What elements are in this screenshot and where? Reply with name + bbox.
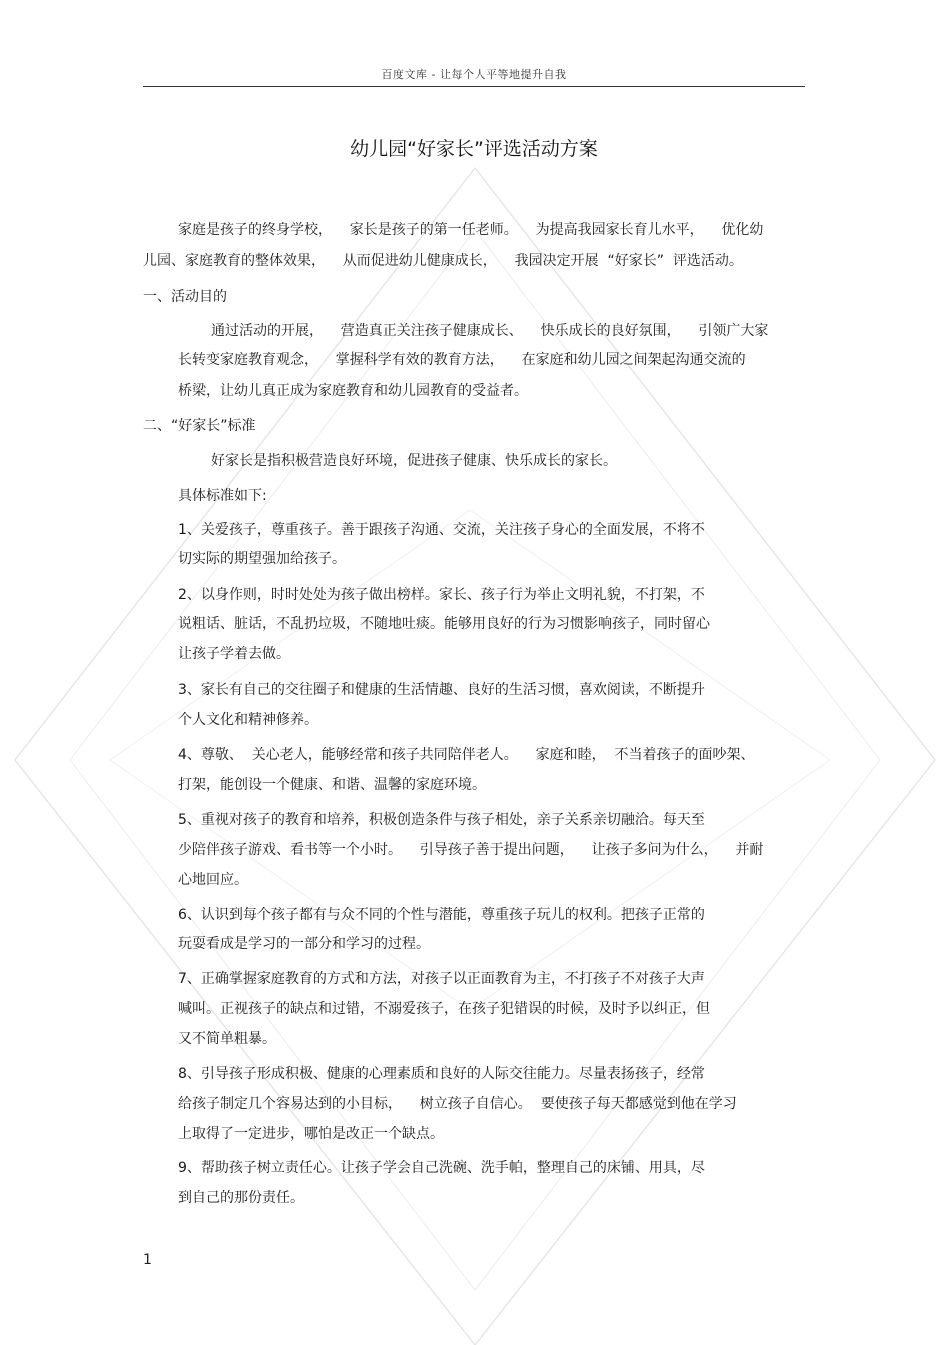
text-line: 通过活动的开展， 营造真正关注孩子健康成长、 快乐成长的良好氛围， 引领广大家: [211, 323, 769, 339]
page-header: 百度文库 - 让每个人平等地提升自我: [381, 68, 567, 81]
list-item-line: 喊叫。正视孩子的缺点和过错，不溺爱孩子，在孩子犯错误的时候，及时予以纠正，但: [178, 1001, 710, 1017]
list-item-line: 打架，能创设一个健康、和谐、温馨的家庭环境。: [178, 777, 486, 793]
list-item-line: 切实际的期望强加给孩子。: [178, 551, 346, 567]
list-item-line: 4、尊敬、 关心老人，能够经常和孩子共同陪伴老人。 家庭和睦， 不当着孩子的面吵架、: [178, 747, 755, 763]
list-item-line: 上取得了一定进步，哪怕是改正一个缺点。: [178, 1126, 444, 1142]
list-item-line: 6、认识到每个孩子都有与众不同的个性与潜能，尊重孩子玩儿的权利。把孩子正常的: [178, 907, 705, 923]
list-item-line: 又不简单粗暴。: [178, 1031, 276, 1047]
text-line: 家庭是孩子的终身学校， 家长是孩子的第一任老师。 为提高我园家长育儿水平， 优化幼: [178, 222, 764, 238]
text-line: 儿园、家庭教育的整体效果， 从而促进幼儿健康成长， 我园决定开展 “好家长” 评选活动。: [143, 253, 743, 269]
document-title: 幼儿园“好家长”评选活动方案: [350, 138, 598, 160]
list-item-line: 到自己的那份责任。: [178, 1190, 304, 1206]
list-item-line: 少陪伴孩子游戏、看书等一个小时。 引导孩子善于提出问题， 让孩子多问为什么， 并耐: [178, 842, 764, 858]
text-line: 长转变家庭教育观念， 掌握科学有效的教育方法， 在家庭和幼儿园之间架起沟通交流的: [178, 352, 746, 368]
list-item-line: 玩耍看成是学习的一部分和学习的过程。: [178, 936, 430, 952]
list-item-line: 心地回应。: [178, 872, 248, 888]
list-item-line: 3、家长有自己的交往圈子和健康的生活情趣、良好的生活习惯，喜欢阅读，不断提升: [178, 682, 705, 698]
list-item-line: 2、以身作则，时时处处为孩子做出榜样。家长、孩子行为举止文明礼貌，不打架，不: [178, 587, 705, 603]
list-item-line: 个人文化和精神修养。: [178, 712, 318, 728]
section-heading: 一、活动目的: [143, 289, 227, 305]
section-heading: 二、“好家长”标准: [143, 418, 256, 434]
list-item-line: 7、正确掌握家庭教育的方式和方法，对孩子以正面教育为主，不打孩子不对孩子大声: [178, 971, 705, 987]
header-divider: [143, 86, 805, 87]
list-item-line: 给孩子制定几个容易达到的小目标， 树立孩子自信心。 要使孩子每天都感觉到他在学习: [178, 1096, 737, 1112]
page-number: 1: [143, 1252, 152, 1268]
list-item-line: 说粗话、脏话，不乱扔垃圾，不随地吐痰。能够用良好的行为习惯影响孩子，同时留心: [178, 616, 710, 632]
text-line: 桥梁，让幼儿真正成为家庭教育和幼儿园教育的受益者。: [178, 383, 528, 399]
list-item-line: 5、重视对孩子的教育和培养，积极创造条件与孩子相处，亲子关系亲切融洽。每天至: [178, 812, 705, 828]
list-item-line: 9、帮助孩子树立责任心。让孩子学会自己洗碗、洗手帕，整理自己的床铺、用具，尽: [178, 1160, 705, 1176]
list-item-line: 让孩子学着去做。: [178, 646, 290, 662]
list-item-line: 1、关爱孩子，尊重孩子。善于跟孩子沟通、交流，关注孩子身心的全面发展，不将不: [178, 522, 705, 538]
list-item-line: 8、引导孩子形成积极、健康的心理素质和良好的人际交往能力。尽量表扬孩子，经常: [178, 1066, 705, 1082]
text-line: 好家长是指积极营造良好环境，促进孩子健康、快乐成长的家长。: [211, 453, 617, 469]
text-line: 具体标准如下:: [178, 488, 267, 504]
